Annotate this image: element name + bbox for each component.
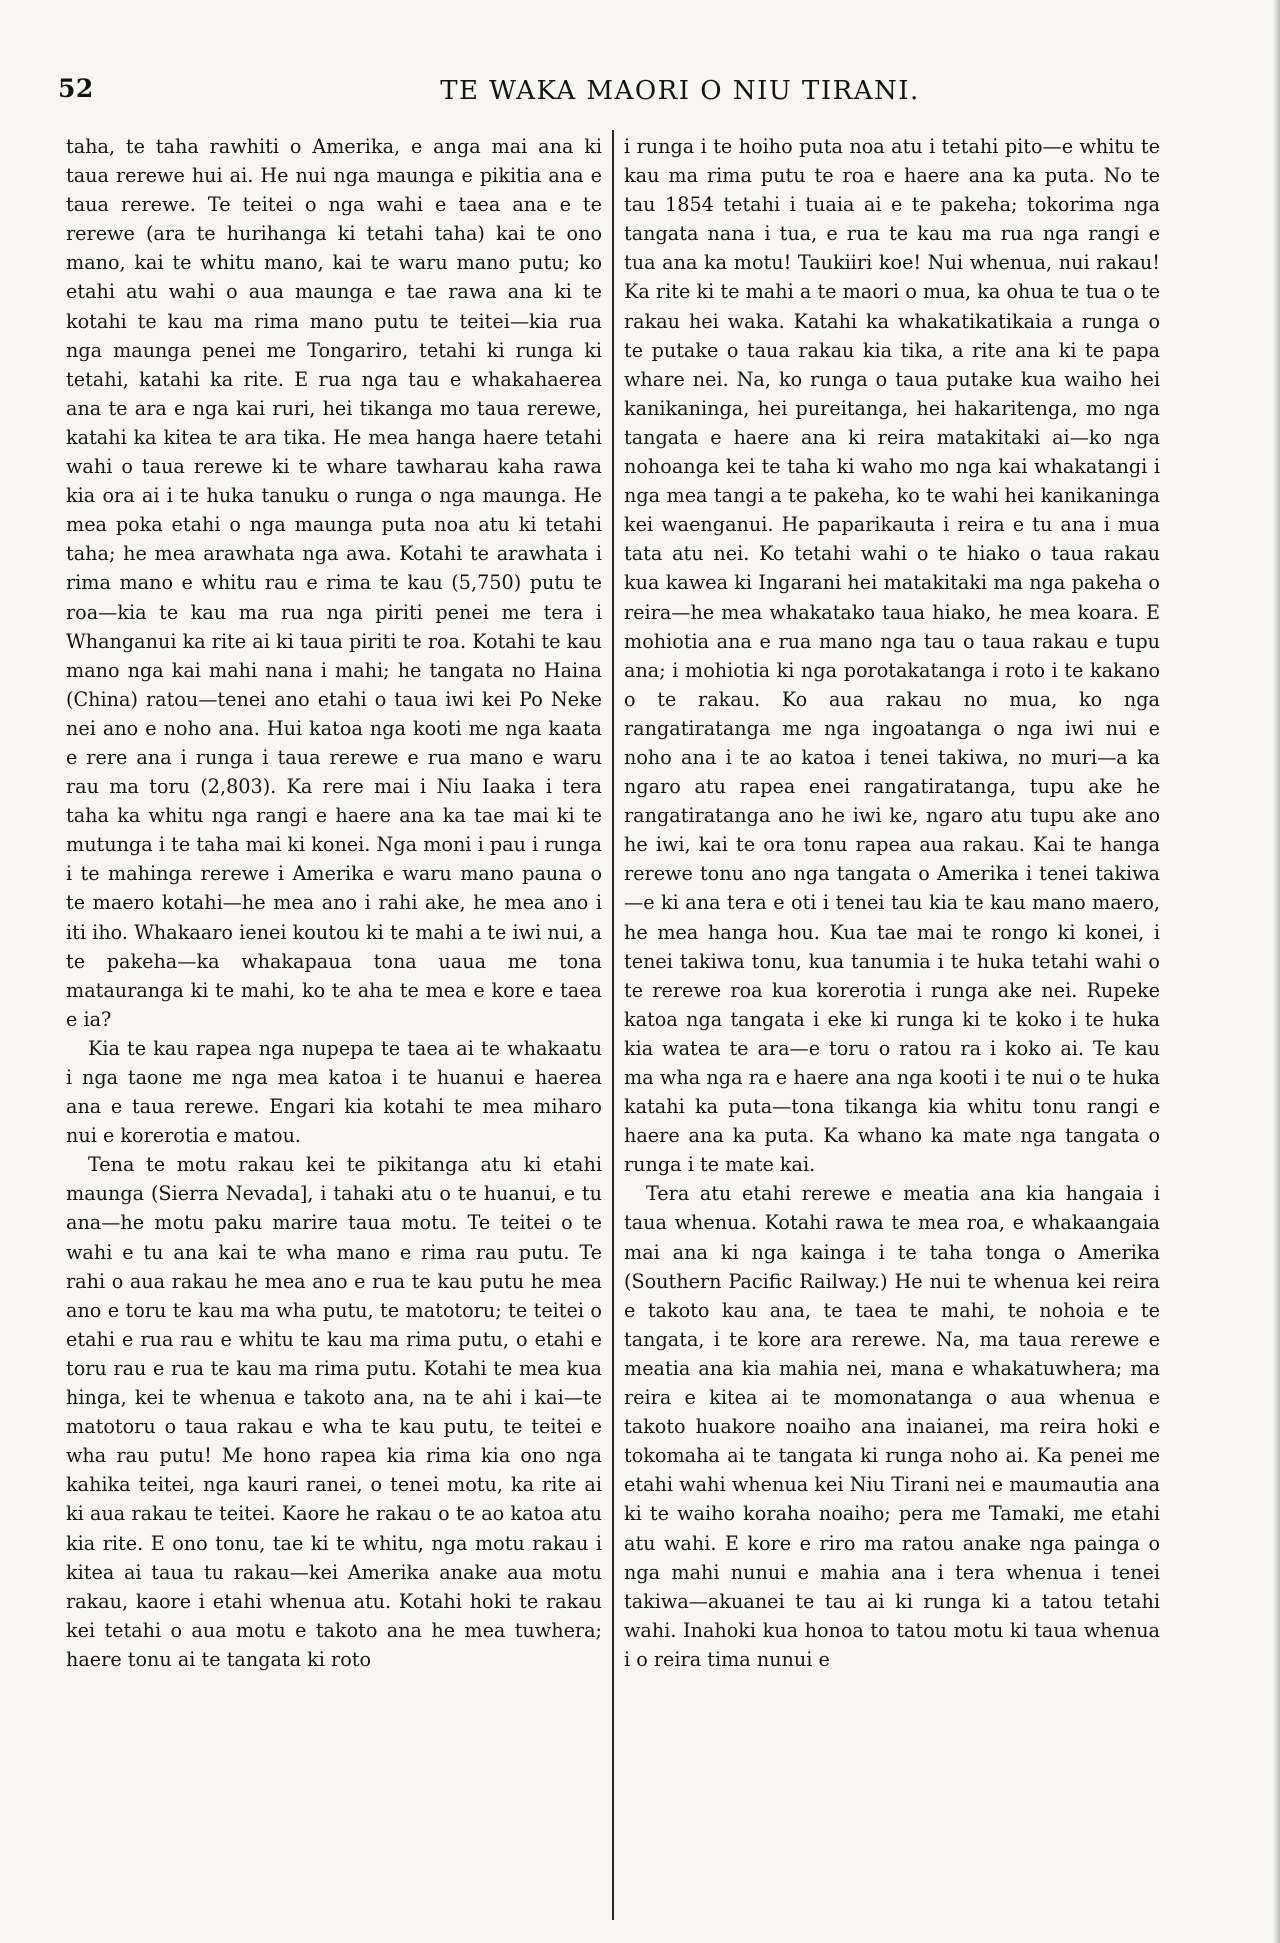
paragraph: taha, te taha rawhiti o Amerika, e anga mai ana ki taua rerewe hui ai. He nui nga maunga e pikitia ana e taua rerewe. Te teitei o nga wahi e taea ana e te rerewe (ara te hurihanga ki tetahi taha) kai te ono mano, kai te whitu mano, kai te waru mano putu; ko etahi atu wahi o aua maunga e tae rawa ana ki te kotahi te kau ma rima mano putu te teitei—kia rua nga maunga penei me Tongariro, tetahi ki runga ki tetahi, katahi ka rite. E rua nga tau e whakahaerea ana te ara e nga kai ruri, hei tikanga mo taua rerewe, katahi ka kitea te ara tika. He mea hanga haere tetahi wahi o taua rerewe ki te whare tawharau kaha rawa kia ora ai i te huka tanuku o runga o nga maunga. He mea poka etahi o nga maunga puta noa atu ki tetahi taha; he mea arawhata nga awa. Kotahi te arawhata i rima mano e whitu rau e rima te kau (5,750) putu te roa—kia te kau ma rua nga piriti penei me tera i Whanganui ka rite ai ki taua piriti te roa. Kotahi te kau mano nga kai mahi nana i mahi; he tangata no Haina (China) ratou—tenei ano etahi o taua iwi kei Po Neke nei ano e noho ana. Hui katoa nga kooti me nga kaata e rere ana i runga i taua rerewe e rua mano e waru rau ma toru (2,803). Ka rere mai i Niu Iaaka i tera taha ka whitu nga rangi e haere ana ka tae mai ki te mutunga i te taha mai ki konei. Nga moni i pau i runga i te mahinga rerewe i Amerika e waru mano pauna o te maero kotahi—he mea ano i rahi ake, he mea ano i iti iho. Whakaaro ienei koutou ki te mahi a te iwi nui, a te pakeha—ka whakapaua tona uaua me tona matauranga ki te mahi, ko te aha te mea e kore e taea e ia? xyxy=(66,135,602,1031)
paragraph: i runga i te hoiho puta noa atu i tetahi pito—e whitu te kau ma rima putu te roa e haere ana ka puta. No te tau 1854 tetahi i tuaia ai e te pakeha; tokorima nga tangata nana i tua, e rua te kau ma rua nga rangi e tua ana ka motu! Taukiiri koe! Nui whenua, nui rakau! Ka rite ki te mahi a te maori o mua, ka ohua te tua o te rakau hei waka. Katahi ka whakatikatikaia a runga o te putake o taua rakau kia tika, a rite ana ki te papa whare nei. Na, ko runga o taua putake kua waiho hei kanikaninga, hei pureitanga, hei hakaritenga, mo nga tangata e haere ana ki reira matakitaki ai—ko nga nohoanga kei te taha ki waho mo nga kai whakatangi i nga mea tangi a te pakeha, ko te wahi hei kanikaninga kei waenganui. He paparikauta i reira e tu ana i mua tata atu nei. Ko tetahi wahi o te hiako o taua rakau kua kawea ki Ingarani hei matakitaki ma nga pakeha o reira—he mea whakatako taua hiako, he mea koara. E mohiotia ana e rua mano nga tau o taua rakau e tupu ana; i mohiotia ki nga porotakatanga i roto i te kakano o te rakau. Ko aua rakau no mua, ko nga rangatiratanga me nga ingoatanga o nga iwi nui e noho ana i te ao katoa i tenei takiwa, no muri—a ka ngaro atu rapea enei rangatiratanga, tupu ake he rangatiratanga ano he iwi ke, ngaro atu tupu ake ano he iwi, kai te ora tonu rapea aua rakau. Kai te hanga rerewe tonu ano nga tangata o Amerika i tenei takiwa—e ki ana tera e oti i tenei tau kia te kau mano maero, he mea hanga hou. Kua tae mai te rongo ki konei, i tenei takiwa tonu, kua tanumia i te huka tetahi wahi o te rerewe roa kua korerotia i runga ake nei. Rupeke katoa nga tangata i eke ki runga ki te koko i te huka kia watea te ara—e toru o ratou ra i koko ai. Te kau ma wha nga ra e haere ana nga kooti i te nui o te huka katahi ka puta—tona tikanga kia whitu tonu rangi e haere ana ka puta. Ka whano ka mate nga tangata o runga i te mate kai. xyxy=(624,135,1160,1177)
left-column xyxy=(66,132,602,1674)
paragraph: Kia te kau rapea nga nupepa te taea ai te whakaatu i nga taone me nga mea katoa i te huanui e haerea ana e taua rerewe. Engari kia kotahi te mea miharo nui e korerotia e matou. xyxy=(66,1036,602,1148)
paragraph: Tera atu etahi rerewe e meatia ana kia hangaia i taua whenua. Kotahi rawa te mea roa, e whakaangaia mai ana ki nga kainga i te taha tonga o Amerika (Southern Pacific Railway.) He nui te whenua kei reira e takoto kau ana, te taea te mahi, te nohoia e te tangata, i te kore ara rerewe. Na, ma taua rerewe e meatia ana kia mahia nei, mana e whakatuwhera; ma reira e kitea ai te momonatanga o aua whenua e takoto huakore noaiho ana inaianei, ma reira hoki e tokomaha ai te tangata ki runga noho ai. Ka penei me etahi wahi whenua kei Niu Tirani nei e maumautia ana ki te waiho koraha noaiho; pera me Tamaki, me etahi atu wahi. E kore e riro ma ratou anake nga painga o nga mahi nunui e mahia ana i tera whenua i tenei takiwa—akuanei te tau ai ki runga ki a tatou tetahi wahi. Inahoki kua honoa to tatou motu ki taua whenua i o reira tima nunui e xyxy=(624,1182,1160,1671)
running-title: TE WAKA MAORI O NIU TIRANI. xyxy=(440,76,920,106)
column-divider xyxy=(612,130,614,1920)
page-header xyxy=(0,74,1280,114)
page-number: 52 xyxy=(58,74,94,103)
right-column xyxy=(624,132,1160,1674)
paragraph: Tena te motu rakau kei te pikitanga atu ki etahi maunga (Sierra Nevada], i tahaki atu o te huanui, e tu ana—he motu paku marire taua motu. Te teitei o te wahi e tu ana kai te wha mano e rima rau putu. Te rahi o aua rakau he mea ano e rua te kau putu he mea ano e toru te kau ma wha putu, te matotoru; te teitei o etahi e rua rau e whitu te kau ma rima putu, o etahi e toru rau e rua te kau ma rima putu. Kotahi te mea kua hinga, kei te whenua e takoto ana, na te ahi i kai—te matotoru o taua rakau e wha te kau putu, te teitei e wha rau putu! Me hono rapea kia rima kia ono nga kahika teitei, nga kauri ranei, o tenei motu, ka rite ai ki aua rakau te teitei. Kaore he rakau o te ao katoa atu kia rite. E ono tonu, tae ki te whitu, nga motu rakau i kitea ai taua tu rakau—kei Amerika anake aua motu rakau, kaore i etahi whenua atu. Kotahi hoki te rakau kei tetahi o aua motu e takoto ana he mea tuwhera; haere tonu ai te tangata ki roto xyxy=(66,1153,602,1671)
page-edge xyxy=(1274,0,1280,1943)
